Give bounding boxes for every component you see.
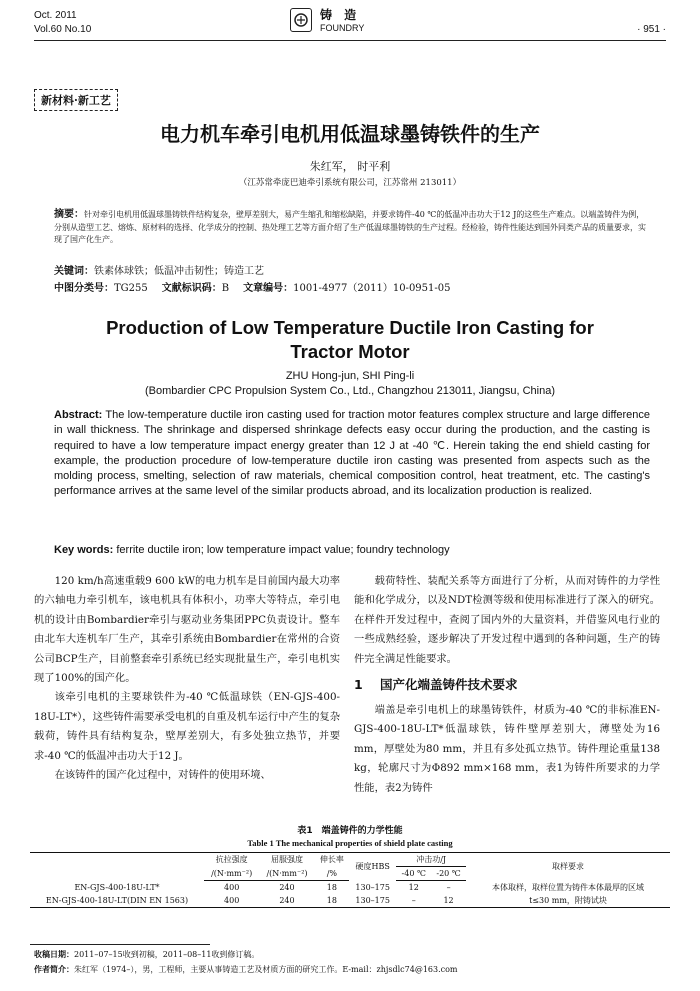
authors-en: ZHU Hong-jun, SHI Ping-li (285, 370, 415, 382)
section-title: 国产化端盖铸件技术要求 (380, 677, 518, 693)
footnote-divider (30, 944, 210, 945)
keywords-cn-text: 铁素体球铁；低温冲击韧性；铸造工艺 (94, 266, 264, 277)
doc-code-label: 文献标识码： (161, 283, 222, 294)
affiliation-cn: （江苏常牵庞巴迪牵引系统有限公司，江苏常州 213011） (238, 178, 462, 188)
keywords-cn-label: 关键词： (54, 266, 94, 277)
table-unit-elongation: /% (315, 867, 349, 881)
body-paragraph: 该牵引电机的主要球铁件为-40 ℃低温球铁（EN-GJS-400-18U-LT*），这些铸件需要承受电机的自重及机车运行中产生的复杂载荷，铸件具有结构复杂，壁厚差别大，有多处独立热节，并要求-40 ℃的低温冲击功大于12 J。 (34, 691, 340, 762)
article-title-en: Production of Low Temperature Ductile Iron Casting for Tractor Motor (106, 317, 594, 362)
article-no-label: 文章编号： (243, 283, 294, 294)
table-unit-yield: /(N·mm⁻²) (259, 867, 314, 881)
journal-logo-icon (290, 8, 312, 32)
abstract-en-label: Abstract: (54, 409, 103, 421)
cell-hardness: 130–175 (355, 882, 390, 892)
doc-code-value: B (221, 283, 230, 294)
journal-name-en: FOUNDRY (320, 23, 365, 33)
abstract-cn-text: 针对牵引电机用低温球墨铸铁件结构复杂，壁厚差别大，易产生缩孔和缩松缺陷，并要求铸件-40 ℃的低温冲击功大于12 J的这些生产难点。以端盖铸件为例，分别从造型工艺、熔炼、原材料的选择、化学成分的控制、热处理工艺等方面介绍了生产低温球墨铸铁的生产过程。经检验，铸件性能达到国外同类产品的质量要求，实现了国产化生产。 (54, 210, 646, 244)
table-header-tensile: 抗拉强度 (204, 853, 259, 867)
body-paragraph: 在该铸件的国产化过程中，对铸件的使用环境、 (54, 769, 271, 782)
table-header-elongation: 伸长率 (315, 853, 349, 867)
mechanical-properties-table (30, 852, 670, 908)
abstract-en-text: The low-temperature ductile iron casting used for traction motor features complex structure and large difference in wall thickness. The shrinkage and dispersed shrinkage defects easy occur during the production, and the casting is required to have a low temperature impact energy greater than 12 J at -40 ℃. Herein taking the end shield casting for example, the production procedure of low-temperature ductile iron casting was presented from aspects such as the molding process, smelting, selection of raw materials, chemical composition control, heat treatment, etc. The casting's performance arrives at the same level of the similar products abroad, and its localization production is realized. (54, 409, 651, 498)
table-caption-cn: 表1 端盖铸件的力学性能 (297, 826, 403, 836)
issue-date: Oct. 2011 (34, 10, 77, 21)
table-unit-impact-m40: -40 ℃ (396, 867, 431, 881)
issue-volume: Vol.60 No.10 (34, 24, 92, 35)
affiliation-en: (Bombardier CPC Propulsion System Co., Ltd., Changzhou 213011, Jiangsu, China) (144, 385, 556, 397)
cell-impact-m20: – (446, 883, 451, 892)
cell-elongation: 18 (315, 894, 349, 908)
clc-label: 中图分类号： (54, 283, 114, 294)
article-title-cn: 电力机车牵引电机用低温球墨铸铁件的生产 (160, 122, 540, 146)
cell-hardness: 130–175 (349, 894, 396, 908)
journal-masthead (290, 6, 420, 38)
body-paragraph: 120 km/h高速重载9 600 kW的电力机车是目前国内最大功率的六轴电力牵引机车，该电机具有体积小，功率大等特点，牵引电机的设计由Bombardier牵引与驱动业务集团PPC负责设计。整车由北车大连机车厂生产，其牵引系统由Bombardier在常州的合资公司BCP生产，目前整套牵引系统已经实现批量生产，牵引电机实现了100%的国产化。 (34, 575, 340, 685)
body-paragraph: 载荷特性、装配关系等方面进行了分析，从而对铸件的力学性能和化学成分，以及NDT检测等级和使用标准进行了深入的研究。在样件开发过程中，查阅了国内外的大量资料，并借鉴风电行业的一些成熟经验，逐步解决了开发过程中遇到的各种问题，生产的铸件完全满足性能要求。 (354, 575, 660, 665)
footnote-author (34, 964, 674, 976)
cell-impact-m40: 12 (408, 883, 419, 892)
author-bio-label: 作者简介： (34, 965, 74, 974)
cell-impact-m20: 12 (431, 894, 466, 908)
cell-sampling: 本体取样，取样位置为铸件本体最厚的区域 (492, 882, 644, 892)
table-header-yield: 屈服强度 (259, 853, 314, 867)
table-header-grade (30, 853, 204, 881)
classification-line (54, 279, 654, 294)
cell-elongation: 18 (326, 883, 337, 892)
cell-grade: EN-GJS-400-18U-LT* (74, 882, 160, 892)
keywords-en-label: Key words: (54, 544, 114, 556)
body-paragraph: 端盖是牵引电机上的球墨铸铁件，材质为-40 ℃的非标准EN-GJS-400-18U-LT*低温球铁，铸件壁厚差别大，薄壁处为16 mm，厚壁处为80 mm，并且有多处孤立热节。铸件理论重量138 kg，轮廓尺寸为Φ892 mm×168 mm，表1为铸件所要求的力学性能，表2为铸件 (354, 704, 660, 794)
authors-cn: 朱红军， 时平利 (309, 160, 391, 173)
cell-tensile: 400 (224, 883, 240, 892)
issue-info (34, 9, 91, 37)
section-heading (354, 675, 660, 695)
body-column-left (34, 572, 340, 785)
cell-tensile: 400 (204, 894, 259, 908)
journal-name-cn: 铸 造 (320, 8, 361, 22)
section-number: 1 (354, 677, 363, 693)
abstract-cn-label: 摘要： (54, 209, 84, 220)
abstract-cn (54, 209, 648, 247)
cell-yield: 240 (279, 883, 295, 892)
table-unit-impact-m20: -20 ℃ (431, 867, 466, 881)
received-label: 收稿日期： (34, 950, 74, 959)
cell-grade: EN-GJS-400-18U-LT(DIN EN 1563) (30, 894, 204, 908)
keywords-en-text: ferrite ductile iron; low temperature impact value; foundry technology (116, 544, 450, 556)
cell-yield: 240 (259, 894, 314, 908)
abstract-en (54, 408, 650, 500)
table-row (30, 894, 670, 908)
keywords-en (54, 544, 450, 556)
table-header-sampling: 取样要求 (466, 853, 670, 881)
article-no-value: 1001-4977（2011）10-0951-05 (293, 283, 451, 294)
author-bio-text: 朱红军（1974–），男，工程师，主要从事铸造工艺及材质方面的研究工作。E-mail：zhjsdlc74@163.com (74, 965, 458, 974)
table-unit-tensile: /(N·mm⁻²) (204, 867, 259, 881)
table-header-impact: 冲击功/J (396, 853, 466, 867)
received-text: 2011–07–15收到初稿，2011–08–11收到修订稿。 (74, 950, 260, 959)
table-caption-en: Table 1 The mechanical properties of shield plate casting (247, 838, 453, 848)
keywords-cn (54, 262, 264, 277)
body-column-right (354, 572, 660, 798)
clc-value: TG255 (114, 283, 148, 294)
page-number: · 951 · (637, 24, 666, 35)
cell-impact-m40: – (396, 894, 431, 908)
table-row (30, 881, 670, 895)
header-divider (34, 40, 666, 41)
table-header-hardness: 硬度HBS (349, 853, 396, 881)
cell-sampling: t≤30 mm，附铸试块 (466, 894, 670, 908)
column-tag: 新材料·新工艺 (34, 89, 118, 111)
footnote-received (34, 949, 674, 961)
